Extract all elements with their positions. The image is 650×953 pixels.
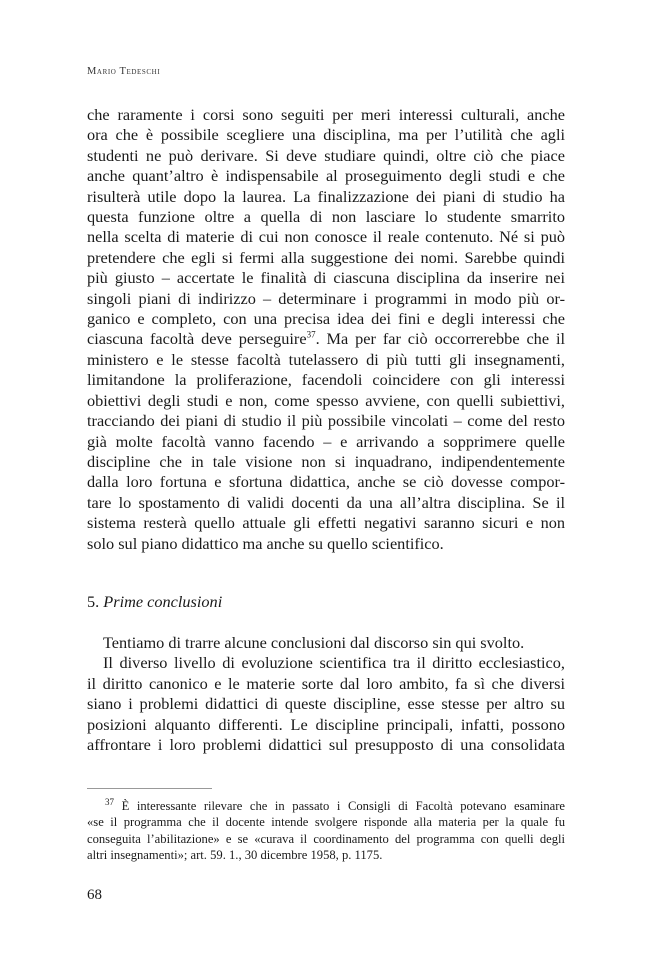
body-line: che raramente i corsi sono seguiti per meri interessi culturali, anche bbox=[87, 105, 565, 124]
body-line: ganico e completo, con una precisa idea dei fini e degli interessi che bbox=[87, 309, 565, 329]
body-line: questa funzione oltre a quella di non lasciare lo studente smarrito bbox=[87, 207, 565, 227]
section-heading bbox=[87, 592, 222, 612]
body-line: tracciando dei piani di studio il più possibile vincolati – come del resto bbox=[87, 411, 565, 431]
body-text bbox=[87, 105, 565, 554]
footnote-line bbox=[87, 798, 565, 814]
body-line: obiettivi degli studi e non, come spesso avviene, con quelli subiettivi, bbox=[87, 390, 565, 410]
body-line: nella scelta di materie di cui non conosce il reale contenuto. Né si può bbox=[87, 227, 565, 247]
body-line: risulterà utile dopo la laurea. La finalizzazione dei piani di studio ha bbox=[87, 186, 565, 206]
body-line: tare lo spostamento di validi docenti da una all’altra disciplina. Se il bbox=[87, 492, 565, 512]
body-line: singoli piani di indirizzo – determinare i programmi in modo più or- bbox=[87, 288, 565, 308]
body-line: Il diverso livello di evoluzione scientifica tra il diritto ecclesiastico, bbox=[103, 653, 565, 673]
body-line: il diritto canonico e le materie sorte dal loro ambito, fa sì che diversi bbox=[87, 673, 565, 693]
body-line: studenti ne può derivare. Si deve studiare quindi, oltre ciò che piace bbox=[87, 145, 565, 165]
body-line: discipline che in tale visione non si inquadrano, indipendentemente bbox=[87, 451, 565, 471]
body-text-segment: . Ma per far ciò occorrerebbe che il bbox=[315, 329, 565, 349]
body-line: siano i problemi didattici di queste discipline, esse stesse per altro su bbox=[87, 694, 565, 714]
body-line: sistema resterà quello attuale gli effetti negativi saranno sicuri e non bbox=[87, 513, 565, 533]
body-line: ministero e le stesse facoltà tutelassero di più tutti gli insegnamenti, bbox=[87, 349, 565, 369]
footnote bbox=[87, 798, 565, 864]
conclusions-text bbox=[87, 633, 565, 755]
body-line-with-note bbox=[87, 329, 565, 349]
footnote-line: «se il programma che il docente intende svolgere risponde alla materia per la quale fu bbox=[87, 815, 565, 830]
footnote-line: altri insegnamenti»; art. 59. 1., 30 dicembre 1958, p. 1175. bbox=[87, 848, 383, 863]
footnote-number: 37 bbox=[105, 796, 114, 807]
footnote-text: È interessante rilevare che in passato i Consigli di Facoltà potevano esaminare bbox=[121, 799, 566, 813]
footnote-line: conseguita l’abilitazione» e se «curava il coordinamento del programma con quelli degli bbox=[87, 831, 565, 846]
body-line: dalla loro fortuna e sfortuna didattica, anche se ciò dovesse compor- bbox=[87, 472, 565, 492]
body-line: più giusto – accertate le finalità di ciascuna disciplina da inserire nei bbox=[87, 268, 565, 288]
section-number: 5. bbox=[87, 592, 100, 611]
section-title: Prime conclusioni bbox=[103, 592, 223, 611]
body-line: solo sul piano didattico ma anche su quello scientifico. bbox=[87, 533, 444, 553]
footnote-reference[interactable]: 37 bbox=[306, 330, 316, 341]
body-text-segment: ciascuna facoltà deve perseguire bbox=[87, 329, 307, 349]
body-line: limitandone la proliferazione, facendoli coincidere con gli interessi bbox=[87, 370, 565, 390]
body-line: Tentiamo di trarre alcune conclusioni dal discorso sin qui svolto. bbox=[103, 633, 525, 652]
body-line: pretendere che egli si fermi alla suggestione dei nomi. Sarebbe quindi bbox=[87, 247, 565, 267]
footnote-divider bbox=[87, 788, 212, 789]
running-head: Mario Tedeschi bbox=[87, 66, 161, 77]
body-line: già molte facoltà vanno facendo – e arrivando a sopprimere quelle bbox=[87, 431, 565, 451]
body-line: affrontare i loro problemi didattici sul presupposto di una consolidata bbox=[87, 735, 565, 755]
body-line: posizioni alquanto differenti. Le discipline principali, infatti, possono bbox=[87, 714, 565, 734]
page-number: 68 bbox=[87, 887, 102, 903]
body-line: ora che è possibile scegliere una disciplina, ma per l’utilità che agli bbox=[87, 125, 565, 145]
body-line: anche quant’altro è indispensabile al proseguimento degli studi e che bbox=[87, 166, 565, 186]
